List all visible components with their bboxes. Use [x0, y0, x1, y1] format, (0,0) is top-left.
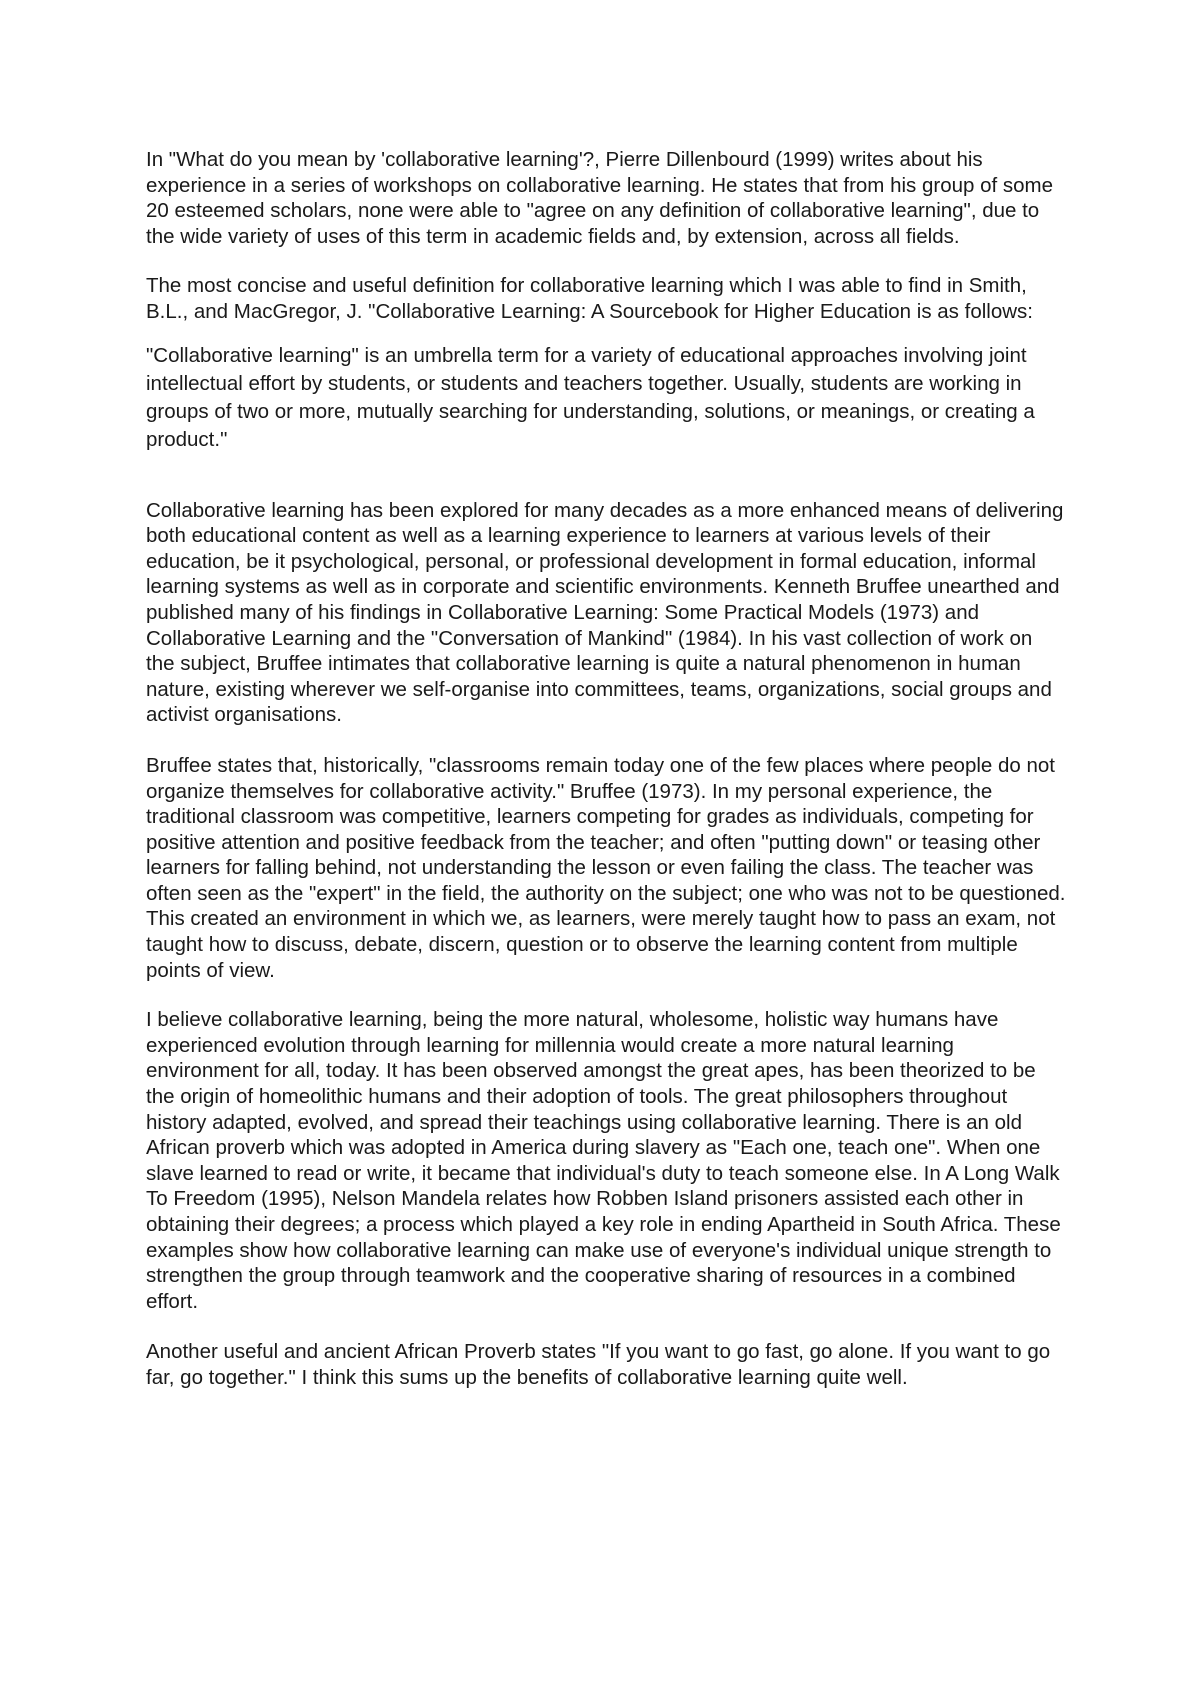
paragraph-classroom: Bruffee states that, historically, "classrooms remain today one of the few places where people do not organize themselves for collaborative activity." Bruffee (1973). In my personal experience, the traditional classroom was competitive, learners competing for grades as individuals, competing for positive attention and positive feedback from the teacher; and often "putting down" or teasing other learners for falling behind, not understanding the lesson or even failing the class. The teacher was often seen as the "expert" in the field, the authority on the subject; one who was not to be questioned. This created an environment in which we, as learners, were merely taught how to pass an exam, not taught how to discuss, debate, discern, question or to observe the learning content from multiple points of view. [146, 753, 1066, 982]
paragraph-history: Collaborative learning has been explored for many decades as a more enhanced means of delivering both educational content as well as a learning experience to learners at various levels of their education, be it psychological, personal, or professional development in formal education, informal learning systems as well as in corporate and scientific environments. Kenneth Bruffee unearthed and published many of his findings in Collaborative Learning: Some Practical Models (1973) and Collaborative Learning and the "Conversation of Mankind" (1984). In his vast collection of work on the subject, Bruffee intimates that collaborative learning is quite a natural phenomenon in human nature, existing wherever we self-organise into committees, teams, organizations, social groups and activist organisations. [146, 498, 1064, 727]
paragraph-proverb: Another useful and ancient African Proverb states "If you want to go fast, go alone. If you want to go far, go together." I think this sums up the benefits of collaborative learning quite well. [146, 1340, 1051, 1389]
paragraph-belief: I believe collaborative learning, being the more natural, wholesome, holistic way humans have experienced evolution through learning for millennia would create a more natural learning environment for all, today. It has been observed amongst the great apes, has been theorized to be the origin of homeolithic humans and their adoption of tools. The great philosophers throughout history adapted, evolved, and spread their teachings using collaborative learning. There is an old African proverb which was adopted in America during slavery as "Each one, teach one". When one slave learned to read or write, it became that individual's duty to teach someone else. In A Long Walk To Freedom (1995), Nelson Mandela relates how Robben Island prisoners assisted each other in obtaining their degrees; a process which played a key role in ending Apartheid in South Africa. These examples show how collaborative learning can make use of everyone's individual unique strength to strengthen the group through teamwork and the cooperative sharing of resources in a combined effort. [146, 1008, 1061, 1313]
paragraph-definition-quote: "Collaborative learning" is an umbrella term for a variety of educational approaches involving joint intellectual effort by students, or students and teachers together. Usually, students are working in groups of two or more, mutually searching for understanding, solutions, or meanings, or creating a product." [146, 343, 1035, 451]
paragraph-definition-intro: The most concise and useful definition for collaborative learning which I was able to find in Smith, B.L., and MacGregor, J. "Collaborative Learning: A Sourcebook for Higher Education is as follows: [146, 274, 1033, 323]
document-body [146, 147, 1066, 1391]
paragraph-intro: In "What do you mean by 'collaborative learning'?, Pierre Dillenbourd (1999) writes about his experience in a series of workshops on collaborative learning. He states that from his group of some 20 esteemed scholars, none were able to "agree on any definition of collaborative learning", due to the wide variety of uses of this term in academic fields and, by extension, across all fields. [146, 148, 1054, 248]
